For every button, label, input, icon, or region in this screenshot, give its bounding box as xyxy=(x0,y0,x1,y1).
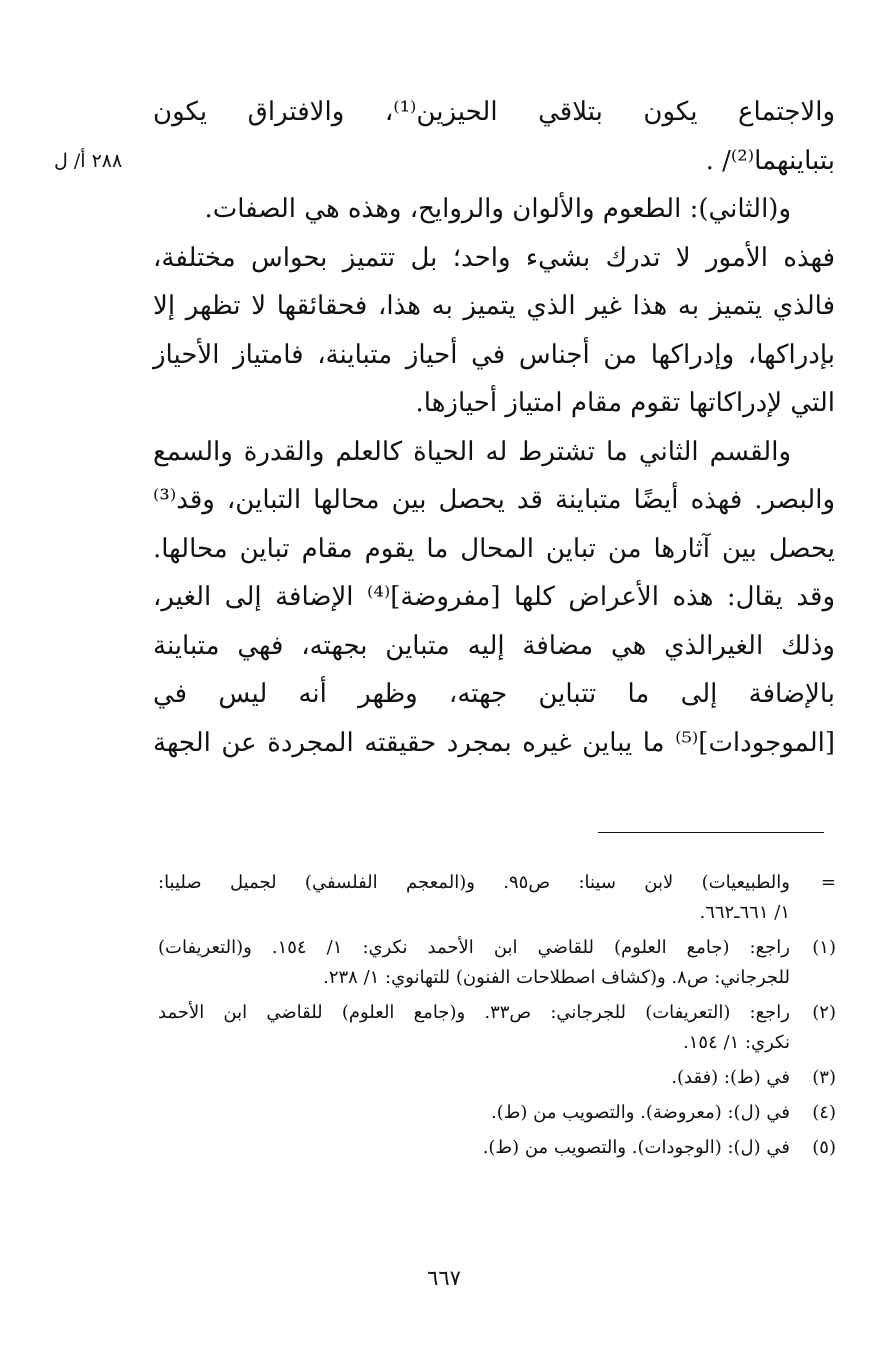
footnote-line: نكري: ١/ ١٥٤. xyxy=(683,1032,790,1053)
text-line: [الموجودات]⁽⁵⁾ ما يباين غيره بمجرد حقيقته المجردة عن الجهة xyxy=(153,727,835,758)
footnote-marker: (١) xyxy=(812,937,836,958)
footnote-text xyxy=(158,998,790,1058)
footnote-line: في (ل): (معروضة). والتصويب من (ط). xyxy=(490,1102,790,1123)
footnote-5 xyxy=(158,1133,836,1163)
text-line: وقد يقال: هذه الأعراض كلها [مفروضة]⁽⁴⁾ الإضافة إلى الغير، xyxy=(153,582,836,612)
footnote-continuation xyxy=(158,868,836,928)
footnote-line: في (ل): (الوجودات). والتصويب من (ط). xyxy=(482,1137,790,1158)
footnote-text xyxy=(158,933,790,993)
footnote-marker: = xyxy=(820,872,836,893)
footnote-line: في (ط): (فقد). xyxy=(671,1067,790,1088)
text-line: وذلك الغيرالذي هي مضافة إليه متباين بجهته، فهي متباينة xyxy=(153,630,835,661)
text-line: التي لإدراكاتها تقوم مقام امتياز أحيازها. xyxy=(415,388,835,418)
text-line: و(الثاني): الطعوم والألوان والروايح، وهذه هي الصفات. xyxy=(204,194,791,224)
footnote-line: راجع: (جامع العلوم) للقاضي ابن الأحمد نكري: ١/ ١٥٤. و(التعريفات) xyxy=(158,937,790,958)
main-text xyxy=(153,88,835,767)
text-line: بالإضافة إلى ما تتباين جهته، وظهر أنه ليس في xyxy=(153,679,835,709)
footnote-line: ١/ ٦٦١ـ٦٦٢. xyxy=(699,902,790,923)
footnote-text xyxy=(158,868,790,928)
footnote-text xyxy=(158,1098,790,1128)
text-line: يحصل بين آثارها من تباين المحال ما يقوم مقام تباين محالها. xyxy=(153,533,835,564)
text-line: بتباينهما⁽²⁾/ . xyxy=(705,145,835,176)
footnote-marker: (٣) xyxy=(812,1067,836,1088)
footnote-1 xyxy=(158,933,836,993)
text-line: فهذه الأمور لا تدرك بشيء واحد؛ بل تتميز بحواس مختلفة، xyxy=(153,242,835,273)
footnotes xyxy=(158,868,836,1168)
footnote-marker: (٤) xyxy=(812,1102,836,1123)
footnote-line: للجرجاني: ص٨. و(كشاف اصطلاحات الفنون) للتهانوي: ١/ ٢٣٨. xyxy=(323,967,790,988)
footnote-line: والطبيعيات) لابن سينا: ص٩٥. و(المعجم الفلسفي) لجميل صليبا: xyxy=(158,872,790,893)
text-line: والبصر. فهذه أيضًا متباينة قد يحصل بين محالها التباين، وقد⁽³⁾ xyxy=(153,485,835,515)
text-line: بإدراكها، وإدراكها من أجناس في أحياز متباينة، فامتياز الأحياز xyxy=(153,339,835,370)
footnote-2 xyxy=(158,998,836,1058)
manuscript-folio-marker: ٢٨٨ أ/ ل xyxy=(54,150,123,172)
footnote-separator xyxy=(598,832,824,833)
footnote-4 xyxy=(158,1098,836,1128)
footnote-marker: (٥) xyxy=(812,1137,836,1158)
footnote-marker: (٢) xyxy=(812,1002,836,1023)
footnote-line: راجع: (التعريفات) للجرجاني: ص٣٣. و(جامع العلوم) للقاضي ابن الأحمد xyxy=(158,1002,790,1023)
footnote-text xyxy=(158,1063,790,1093)
text-line: فالذي يتميز به هذا غير الذي يتميز به هذا، فحقائقها لا تظهر إلا xyxy=(153,291,835,321)
text-line: والقسم الثاني ما تشترط له الحياة كالعلم والقدرة والسمع xyxy=(153,436,791,467)
text-line: والاجتماع يكون بتلاقي الحيزين⁽¹⁾، والافتراق يكون xyxy=(153,97,835,127)
footnote-3 xyxy=(158,1063,836,1093)
footnote-text xyxy=(158,1133,790,1163)
page-number: ٦٦٧ xyxy=(427,1266,461,1290)
